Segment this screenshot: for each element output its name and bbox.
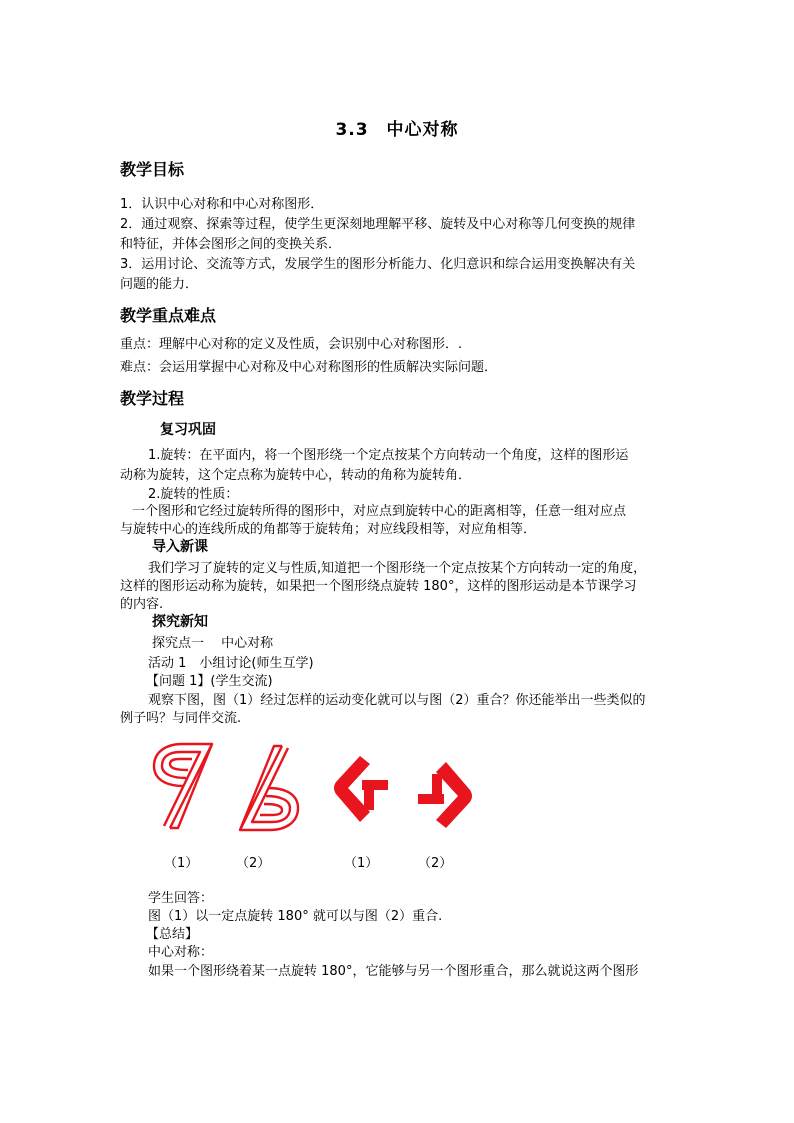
figure-caption: （1）: [344, 856, 379, 871]
figure-b-shape: [234, 742, 304, 832]
figure-nine-shape: [148, 742, 218, 832]
objective-line: 1．认识中心对称和中心对称图形．: [120, 197, 324, 212]
review-line: 2.旋转的性质：: [148, 487, 239, 502]
intro-line: 的内容.: [120, 597, 164, 612]
intro-line: 我们学习了旋转的定义与性质,知道把一个图形绕一个定点按某个方向转动一定的角度，: [148, 561, 647, 576]
subheading-explore: 探究新知: [152, 614, 208, 630]
figure-left-arrow-shape: [334, 752, 394, 832]
section-heading-process: 教学过程: [120, 389, 185, 408]
intro-line: 这样的图形运动称为旋转，如果把一个图形绕点旋转 180°，这样的图形运动是本节课学习: [120, 579, 637, 594]
figure-caption: （1）: [164, 856, 199, 871]
page-title: 3.3 中心对称: [335, 120, 459, 140]
figure-caption: （2）: [236, 856, 271, 871]
review-line: 一个图形和它经过旋转所得的图形中，对应点到旋转中心的距离相等，任意一组对应点: [132, 504, 627, 519]
figure-caption: （2）: [418, 856, 453, 871]
objective-line: 和特征，并体会图形之间的变换关系．: [120, 237, 342, 252]
key-point-line: 重点：理解中心对称的定义及性质，会识别中心对称图形．.: [120, 337, 463, 352]
summary-heading: 【总结】: [146, 927, 199, 942]
explore-line: 探究点一 中心对称: [152, 636, 274, 651]
answer-line: 学生回答：: [148, 891, 214, 906]
subheading-review: 复习巩固: [160, 422, 216, 438]
objective-line: 问题的能力．: [120, 277, 199, 292]
review-line: 与旋转中心的连线所成的角都等于旋转角；对应线段相等，对应角相等．: [120, 522, 537, 537]
objective-line: 2．通过观察、探索等过程，使学生更深刻地理解平移、旋转及中心对称等几何变换的规律: [120, 217, 636, 232]
figure-right-arrow-shape: [412, 752, 472, 832]
answer-line: 中心对称：: [148, 945, 214, 960]
explore-line: 观察下图，图（1）经过怎样的运动变化就可以与图（2）重合？你还能举出一些类似的: [148, 693, 646, 708]
answer-line: 如果一个图形绕着某一点旋转 180°，它能够与另一个图形重合，那么就说这两个图形: [148, 964, 639, 979]
key-point-line: 难点：会运用掌握中心对称及中心对称图形的性质解决实际问题．: [120, 360, 498, 375]
answer-line: 图（1）以一定点旋转 180° 就可以与图（2）重合.: [148, 909, 443, 924]
section-heading-objectives: 教学目标: [120, 160, 185, 179]
explore-line: 【问题 1】(学生交流): [146, 674, 273, 689]
objective-line: 3．运用讨论、交流等方式，发展学生的图形分析能力、化归意识和综合运用变换解决有关: [120, 257, 636, 272]
review-line: 1.旋转：在平面内，将一个图形绕一个定点按某个方向转动一个角度，这样的图形运: [148, 448, 629, 463]
explore-line: 活动 1 小组讨论(师生互学): [148, 656, 314, 671]
subheading-intro: 导入新课: [152, 539, 208, 555]
review-line: 动称为旋转，这个定点称为旋转中心，转动的角称为旋转角．: [120, 468, 472, 483]
section-heading-key-points: 教学重点难点: [120, 306, 217, 325]
explore-line: 例子吗？与同伴交流.: [120, 711, 242, 726]
